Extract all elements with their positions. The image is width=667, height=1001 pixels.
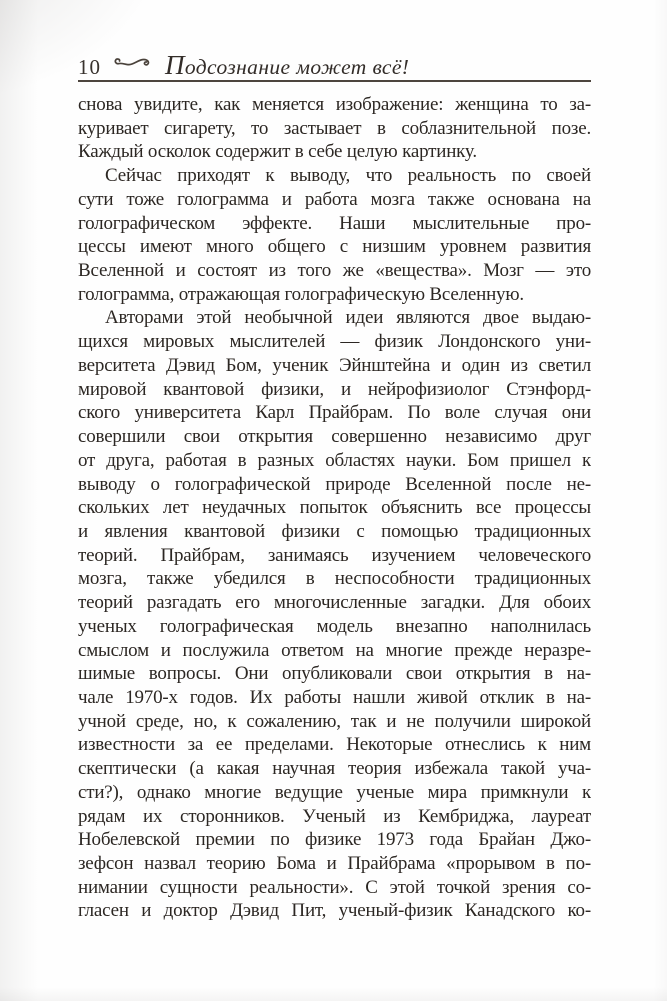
text-line: куривает сигарету, то застывает в соблазнительной позе. <box>78 117 591 139</box>
text-line: верситета Дэвид Бом, ученик Эйнштейна и один из светил <box>78 354 591 376</box>
swash-ornament-icon <box>112 54 152 75</box>
header-rule <box>78 80 591 82</box>
page-number: 10 <box>78 55 101 79</box>
text-line: голограмма, отражающая голографическую Вселенную. <box>78 283 524 305</box>
text-line: Вселенной и состоят из того же «вещества». Мозг — это <box>78 260 591 282</box>
text-line: чале 1970-х годов. Их работы нашли живой отклик в на- <box>78 686 591 708</box>
text-line: Нобелевской премии по физике 1973 года Брайан Джо- <box>78 829 591 851</box>
text-block <box>78 93 591 923</box>
text-line: щихся мировых мыслителей — физик Лондонского уни- <box>78 331 591 353</box>
text-line: смыслом и послужила ответом на многие прежде неразре- <box>78 639 591 661</box>
text-line: шимые вопросы. Они опубликовали свои открытия в на- <box>78 663 591 685</box>
paragraph <box>78 93 591 164</box>
text-line: Сейчас приходят к выводу, что реальность по своей <box>105 165 591 187</box>
text-line: выводу о голографической природе Вселенной после не- <box>78 473 591 495</box>
text-line: мировой квантовой физики, и нейрофизиолог Стэнфорд- <box>78 378 591 400</box>
text-line: мозга, также убедился в неспособности традиционных <box>78 568 591 590</box>
paragraph <box>78 306 591 923</box>
text-line: сути тоже голограмма и работа мозга также основана на <box>78 188 591 210</box>
text-line: голографическом эффекте. Наши мыслительные про- <box>78 212 591 234</box>
text-line: снова увидите, как меняется изображение: женщина то за- <box>78 94 591 115</box>
text-line: сти?), однако многие ведущие ученые мира примкнули к <box>78 781 591 803</box>
text-line: совершили свои открытия совершенно независимо друг <box>78 426 591 448</box>
text-line: нимании сущности реальности». С этой точкой зрения со- <box>78 876 591 898</box>
text-line: ученых голографическая модель внезапно наполнилась <box>78 615 591 637</box>
text-line: ского университета Карл Прайбрам. По воле случая они <box>78 402 591 424</box>
text-line: и явления квантовой физики с помощью традиционных <box>78 520 591 542</box>
text-line: от друга, работая в разных областях науки. Бом пришел к <box>78 449 591 471</box>
text-line: известности за ее пределами. Некоторые отнеслись к ним <box>78 734 591 756</box>
paragraph <box>78 164 591 306</box>
text-line: гласен и доктор Дэвид Пит, ученый-физик Канадского ко- <box>78 900 591 922</box>
text-line: цессы имеют много общего с низшим уровнем развития <box>78 236 591 258</box>
text-line: учной среде, но, к сожалению, так и не получили широкой <box>78 710 591 732</box>
text-line: скептически (а какая научная теория избежала такой уча- <box>78 758 591 780</box>
text-line: рядам их сторонников. Ученый из Кембриджа, лауреат <box>78 805 591 827</box>
text-line: Авторами этой необычной идеи являются двое выдаю- <box>105 307 591 329</box>
running-title: Подсознание может всё! <box>165 50 410 80</box>
page-header <box>78 50 591 78</box>
text-line: теорий разгадать его многочисленные загадки. Для обоих <box>78 592 591 614</box>
text-line: теорий. Прайбрам, занимаясь изучением человеческого <box>78 544 591 566</box>
text-line: скольких лет неудачных попыток объяснить все процессы <box>78 497 591 519</box>
text-line: Каждый осколок содержит в себе целую картинку. <box>78 141 477 163</box>
text-line: зефсон назвал теорию Бома и Прайбрама «прорывом в по- <box>78 853 591 874</box>
